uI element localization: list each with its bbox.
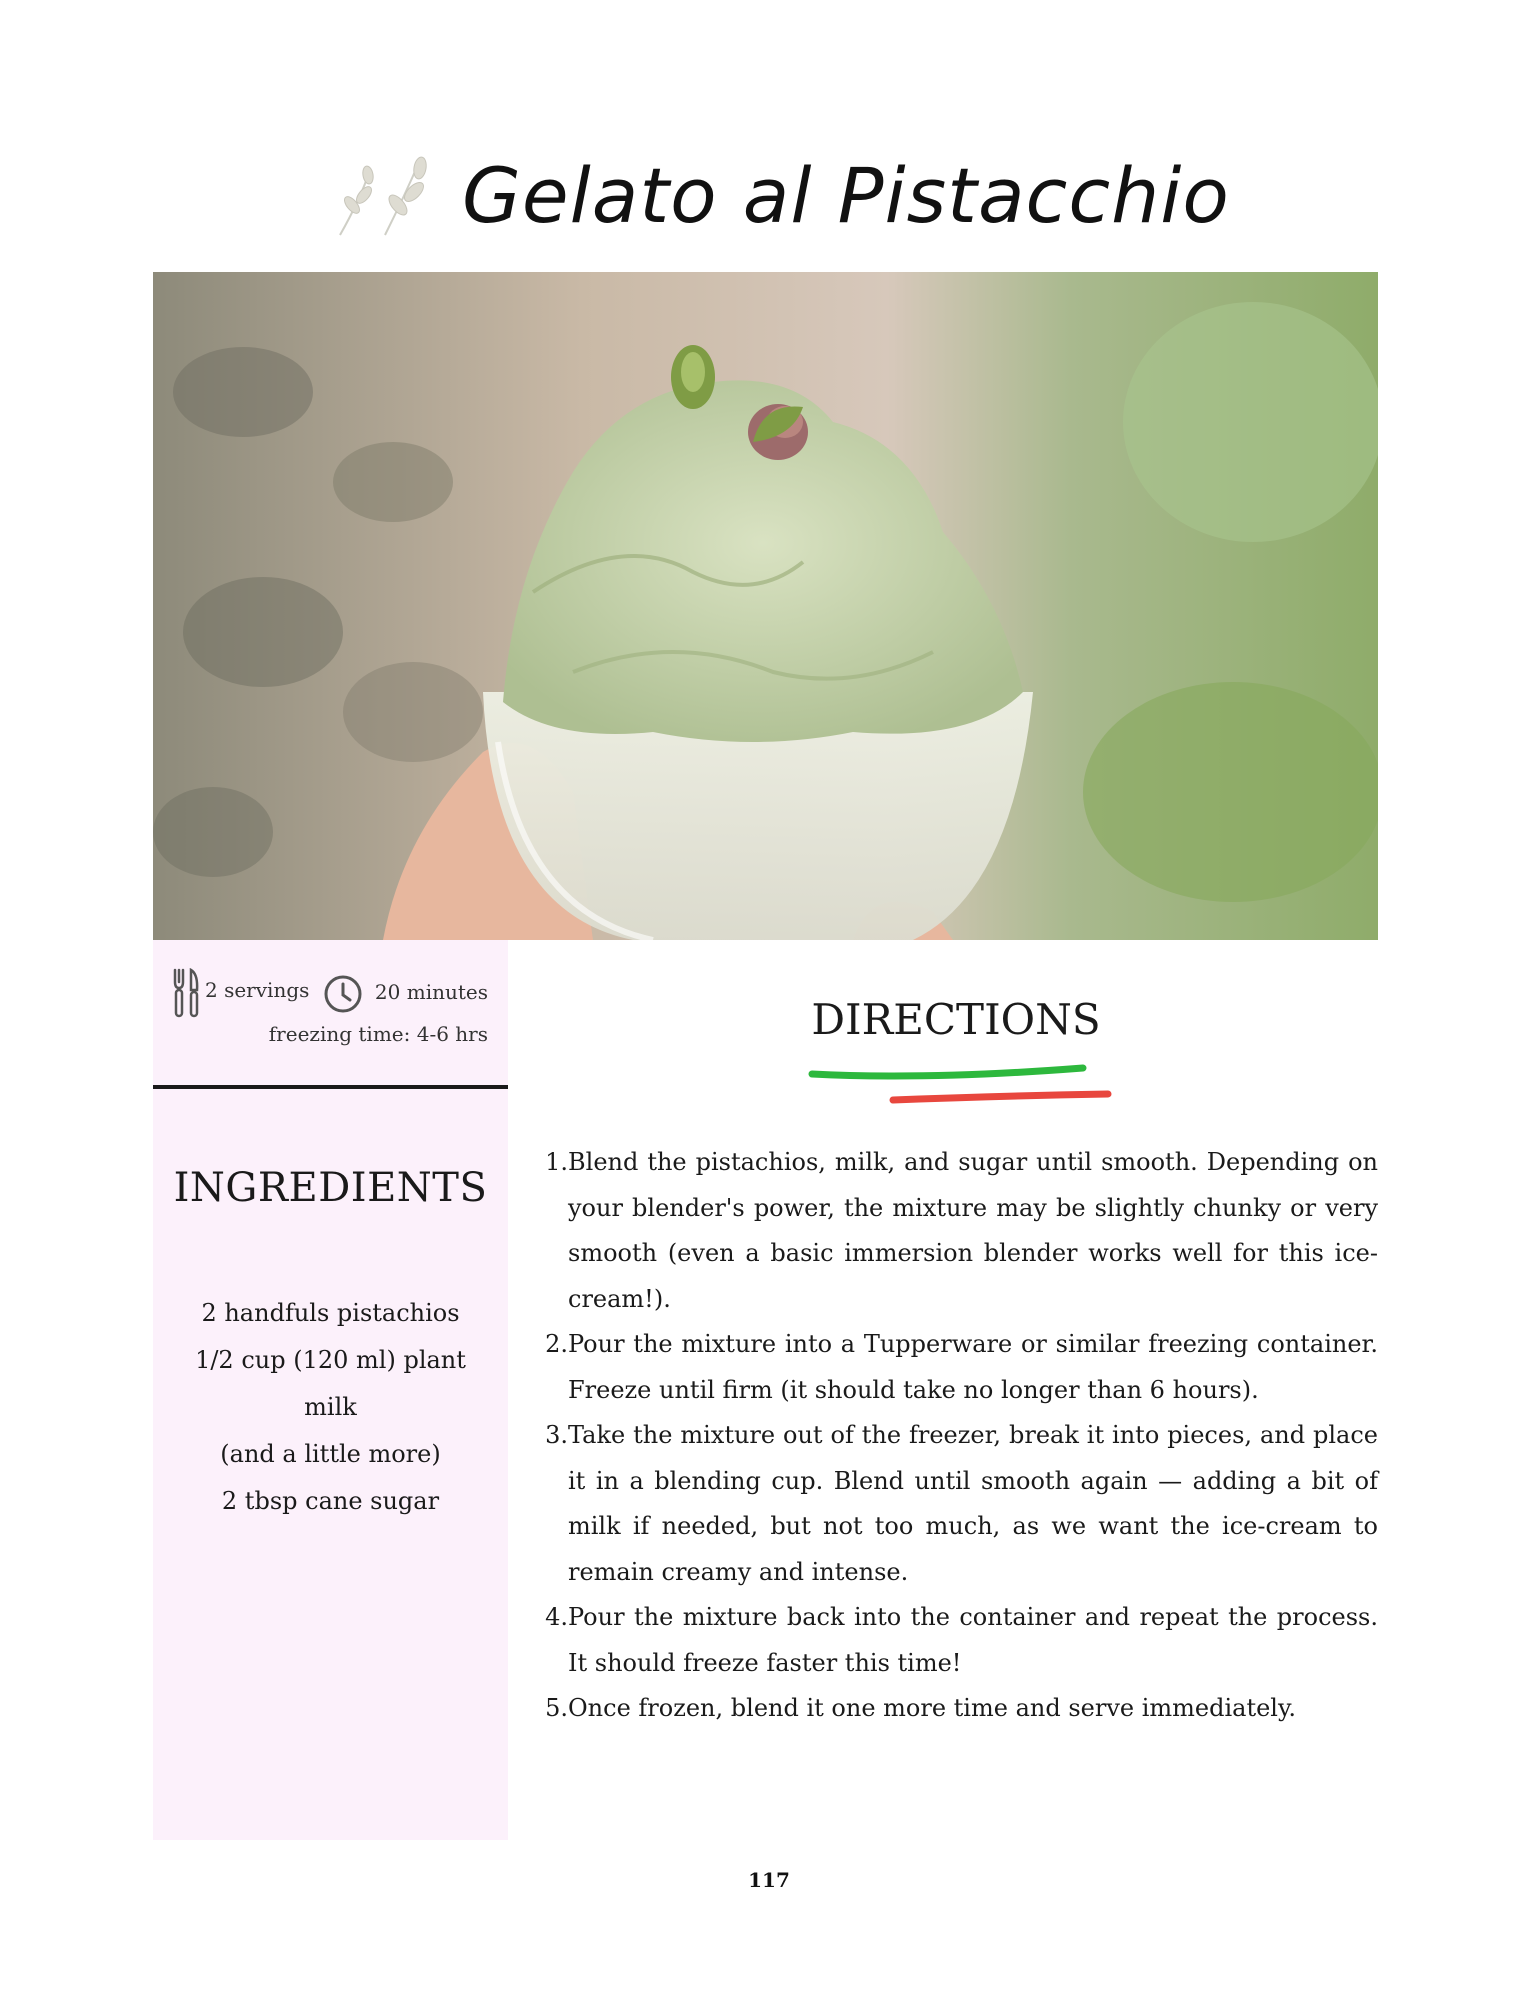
step-number: 4. (545, 1603, 568, 1631)
step-number: 1. (545, 1148, 568, 1176)
direction-step (540, 1322, 1378, 1413)
ingredients-heading: INGREDIENTS (173, 1165, 488, 1211)
underline-brush-strokes (808, 1052, 1118, 1112)
servings-text: 2 servings (205, 978, 310, 1002)
ingredient-item: 1/2 cup (120 ml) plant milk (195, 1346, 466, 1421)
ingredient-item: 2 tbsp cane sugar (221, 1487, 440, 1515)
directions-heading: DIRECTIONS (811, 995, 1101, 1044)
fork-knife-icon (171, 968, 201, 1018)
sidebar (153, 940, 508, 1840)
ingredients-list (178, 1290, 483, 1525)
ingredient-item: 2 handfuls pistachios (201, 1299, 460, 1327)
direction-step (540, 1413, 1378, 1595)
page-number: 117 (748, 1868, 790, 1892)
title-row (330, 140, 1230, 250)
step-text: Blend the pistachios, milk, and sugar until smooth. Depending on your blender's power, the mixture may be slightly chunky or very smooth (even a basic immersion blender works well for this ice-cream!). (568, 1148, 1378, 1313)
freezing-time-text: freezing time: 4-6 hrs (268, 1022, 488, 1046)
step-text: Take the mixture out of the freezer, break it into pieces, and place it in a blending cup. Blend until smooth again — adding a bit of milk if needed, but not too much, as we want the ice-cream to remain creamy and intense. (568, 1421, 1378, 1586)
clock-icon (323, 974, 363, 1014)
leaf-sprig-icon (330, 150, 440, 240)
divider (153, 1085, 508, 1089)
step-text: Pour the mixture back into the container and repeat the process. It should freeze faster this time! (568, 1603, 1378, 1677)
step-number: 2. (545, 1330, 568, 1358)
time-text: 20 minutes (374, 980, 488, 1004)
direction-step (540, 1595, 1378, 1686)
recipe-meta (153, 940, 508, 1085)
step-text: Pour the mixture into a Tupperware or similar freezing container. Freeze until firm (it should take no longer than 6 hours). (568, 1330, 1378, 1404)
page-title: Gelato al Pistacchio (462, 150, 1230, 240)
direction-step (540, 1686, 1378, 1732)
ingredient-item: (and a little more) (220, 1440, 441, 1468)
directions-list (540, 1140, 1378, 1732)
step-text: Once frozen, blend it one more time and serve immediately. (568, 1694, 1296, 1722)
step-number: 5. (545, 1694, 568, 1722)
direction-step (540, 1140, 1378, 1322)
step-number: 3. (545, 1421, 568, 1449)
gelato-photo (153, 272, 1378, 940)
